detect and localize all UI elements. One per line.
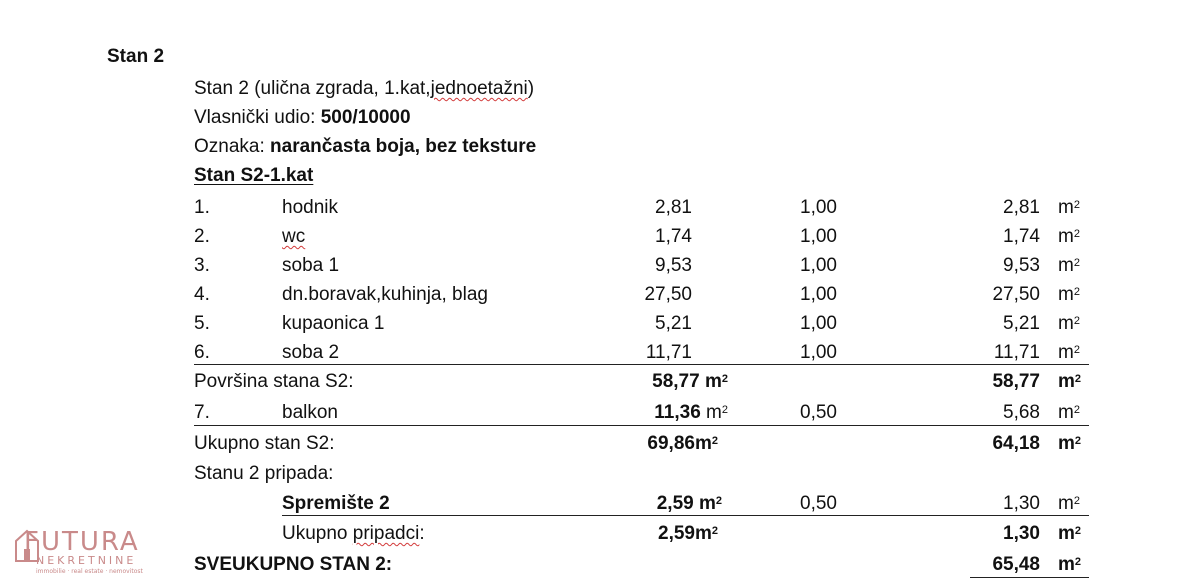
logo-sub-text: NEKRETNINE — [36, 554, 137, 567]
room-unit — [1058, 225, 1080, 249]
room-total: 27,50 — [992, 284, 1040, 305]
row-divider — [282, 515, 1089, 516]
balcony-area — [560, 401, 728, 425]
balcony-name: balkon — [282, 402, 338, 423]
total-flat-area — [560, 432, 718, 456]
appurtenances-label-squiggle: pripadci — [352, 523, 420, 544]
surface-total: 58,77 — [992, 371, 1040, 392]
room-area: 9,53 — [655, 255, 692, 276]
unit-text: m — [1058, 371, 1075, 392]
room-number: 1. — [194, 197, 210, 218]
room-name: wc — [282, 226, 306, 247]
room-total: 1,74 — [1003, 226, 1040, 247]
room-total: 5,21 — [1003, 313, 1040, 334]
room-coefficient: 1,00 — [800, 284, 837, 305]
logo-main-text: FUTURA — [24, 527, 140, 557]
row-divider — [194, 425, 1089, 426]
appurtenances-total: 1,30 — [1003, 523, 1040, 544]
room-number: 5. — [194, 313, 210, 334]
unit-text: m — [1058, 523, 1075, 544]
unit-text: m — [1058, 554, 1075, 575]
storage-total: 1,30 — [1003, 493, 1040, 514]
unit-text: m — [1058, 284, 1074, 305]
room-unit — [1058, 283, 1080, 307]
ownership-share — [194, 106, 411, 130]
unit-superscript: 2 — [1073, 344, 1080, 356]
unit-text: m — [1058, 433, 1075, 454]
unit-superscript: 2 — [721, 373, 728, 385]
appurtenances-area-text: 2,59m — [658, 523, 712, 544]
surface-unit — [1058, 370, 1081, 394]
intro-line-1-suffix: ) — [527, 78, 535, 99]
unit-superscript: 2 — [1074, 373, 1082, 385]
balcony-number: 7. — [194, 402, 210, 423]
storage-area — [560, 492, 722, 516]
room-name: hodnik — [282, 197, 338, 218]
room-unit — [1058, 196, 1080, 220]
room-name: soba 1 — [282, 255, 340, 276]
storage-coefficient: 0,50 — [800, 493, 837, 514]
room-number: 4. — [194, 284, 210, 305]
surface-label: Površina stana S2: — [194, 371, 354, 392]
marking-label: Oznaka: — [194, 136, 271, 157]
logo-tagline: immobilie · real estate · nemovitost — [36, 568, 143, 575]
section-heading: Stan S2-1.kat — [194, 165, 314, 186]
total-flat-area-text: 69,86m — [647, 433, 712, 454]
marking — [194, 135, 536, 159]
room-coefficient: 1,00 — [800, 255, 837, 276]
surface-area — [560, 370, 728, 394]
marking-value: narančasta boja, bez teksture — [270, 136, 537, 157]
balcony-area-value: 11,36 — [654, 402, 701, 423]
unit-superscript: 2 — [1073, 495, 1080, 507]
appurtenances-label-text: Ukupno — [282, 523, 353, 544]
room-area: 5,21 — [655, 313, 692, 334]
grand-total-underline — [970, 577, 1089, 578]
room-name: kupaonica 1 — [282, 313, 385, 334]
unit-superscript: 2 — [1074, 556, 1082, 568]
storage-name: Spremište 2 — [282, 493, 390, 514]
ownership-share-label: Vlasnički udio: — [194, 107, 321, 128]
room-name: soba 2 — [282, 342, 340, 363]
surface-area-text: 58,77 m — [652, 371, 722, 392]
room-number: 3. — [194, 255, 210, 276]
unit-superscript: 2 — [1074, 525, 1082, 537]
unit-text: m — [1058, 313, 1074, 334]
unit-superscript: 2 — [715, 495, 722, 507]
unit-superscript: 2 — [1074, 435, 1082, 447]
room-unit — [1058, 341, 1080, 365]
belongs-label: Stanu 2 pripada: — [194, 463, 334, 484]
room-coefficient: 1,00 — [800, 226, 837, 247]
room-number: 6. — [194, 342, 210, 363]
unit-text: m — [1058, 342, 1074, 363]
unit-text: m — [1058, 402, 1074, 423]
storage-area-text: 2,59 m — [656, 493, 716, 514]
unit-text: m — [1058, 493, 1074, 514]
room-name: dn.boravak,kuhinja, blag — [282, 284, 488, 305]
total-flat-label: Ukupno stan S2: — [194, 433, 335, 454]
room-total: 2,81 — [1003, 197, 1040, 218]
appurtenances-label-suffix: : — [419, 523, 425, 544]
ownership-share-value: 500/10000 — [320, 107, 411, 128]
balcony-area-unit: m — [700, 402, 722, 423]
unit-superscript: 2 — [1073, 199, 1080, 211]
room-area: 27,50 — [644, 284, 692, 305]
unit-superscript: 2 — [1073, 315, 1080, 327]
company-logo — [14, 527, 154, 577]
row-divider — [194, 364, 1089, 365]
storage-unit — [1058, 492, 1080, 516]
room-coefficient: 1,00 — [800, 342, 837, 363]
room-area: 2,81 — [655, 197, 692, 218]
unit-text: m — [1058, 226, 1074, 247]
total-flat-total: 64,18 — [992, 433, 1040, 454]
grand-total-unit — [1058, 553, 1081, 577]
intro-line-1 — [194, 77, 534, 101]
grand-total-label: SVEUKUPNO STAN 2: — [194, 554, 393, 575]
room-area: 1,74 — [655, 226, 692, 247]
room-area: 11,71 — [645, 342, 692, 363]
unit-superscript: 2 — [1073, 228, 1080, 240]
balcony-coefficient: 0,50 — [800, 402, 837, 423]
unit-superscript: 2 — [711, 435, 718, 447]
appurtenances-unit — [1058, 522, 1081, 546]
balcony-unit — [1058, 401, 1080, 425]
appurtenances-area — [560, 522, 718, 546]
unit-superscript: 2 — [711, 525, 718, 537]
unit-superscript: 2 — [1073, 286, 1080, 298]
unit-superscript: 2 — [1073, 404, 1080, 416]
total-flat-unit — [1058, 432, 1081, 456]
unit-superscript: 2 — [721, 404, 728, 416]
grand-total-value: 65,48 — [992, 554, 1040, 575]
intro-line-1-text: Stan 2 (ulična zgrada, 1.kat, — [194, 78, 431, 99]
room-unit — [1058, 254, 1080, 278]
unit-text: m — [1058, 255, 1074, 276]
intro-line-1-squiggle: jednoetažni — [430, 78, 528, 99]
room-unit — [1058, 312, 1080, 336]
unit-text: m — [1058, 197, 1074, 218]
room-total: 11,71 — [993, 342, 1040, 363]
balcony-total: 5,68 — [1003, 402, 1040, 423]
appurtenances-label — [282, 522, 425, 546]
room-coefficient: 1,00 — [800, 313, 837, 334]
document-title: Stan 2 — [107, 46, 165, 67]
unit-superscript: 2 — [1073, 257, 1080, 269]
room-coefficient: 1,00 — [800, 197, 837, 218]
room-total: 9,53 — [1003, 255, 1040, 276]
room-number: 2. — [194, 226, 210, 247]
